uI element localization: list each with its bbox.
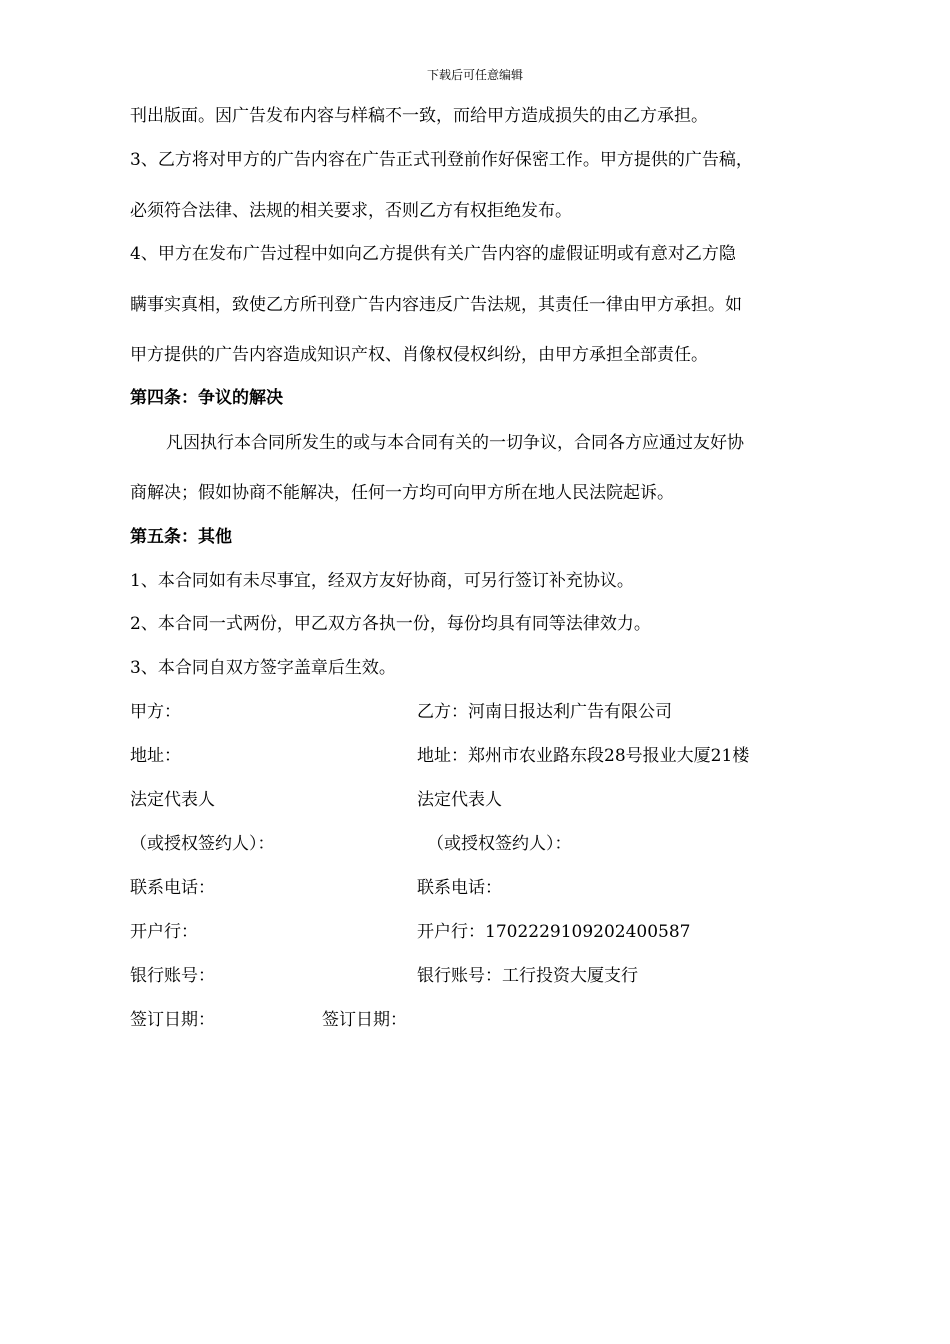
header-note: 下载后可任意编辑 [426, 68, 523, 82]
party-b-sign-date: 签订日期： [322, 1010, 407, 1030]
party-b-name: 乙方：河南日报达利广告有限公司 [417, 702, 672, 722]
article4-para-line-2: 商解决；假如协商不能解决，任何一方均可向甲方所在地人民法院起诉。 [130, 483, 674, 503]
party-a-account: 银行账号： [130, 966, 215, 986]
party-b-phone: 联系电话： [417, 878, 502, 898]
article4-title: 第四条：争议的解决 [130, 388, 283, 408]
clause-line-3: 必须符合法律、法规的相关要求，否则乙方有权拒绝发布。 [130, 201, 572, 221]
party-a-bank: 开户行： [130, 922, 198, 942]
party-a-rep: 法定代表人 [130, 790, 215, 810]
clause-line-2: 3、乙方将对甲方的广告内容在广告正式刊登前作好保密工作。甲方提供的广告稿， [130, 150, 753, 170]
party-b-bank: 开户行：1702229109202400587 [417, 922, 691, 942]
article4-para-line-1: 凡因执行本合同所发生的或与本合同有关的一切争议，合同各方应通过友好协 [166, 433, 744, 453]
clause-line-1: 刊出版面。因广告发布内容与样稿不一致，而给甲方造成损失的由乙方承担。 [130, 106, 708, 126]
party-a-sign-date: 签订日期： [130, 1010, 215, 1030]
party-a-name: 甲方： [130, 702, 181, 722]
party-b-rep: 法定代表人 [417, 790, 502, 810]
clause-line-5: 瞒事实真相，致使乙方所刊登广告内容违反广告法规，其责任一律由甲方承担。如 [130, 295, 742, 315]
party-b-account: 银行账号：工行投资大厦支行 [417, 966, 638, 986]
party-a-phone: 联系电话： [130, 878, 215, 898]
clause-line-6: 甲方提供的广告内容造成知识产权、肖像权侵权纠纷，由甲方承担全部责任。 [130, 345, 708, 365]
clause-line-4: 4、甲方在发布广告过程中如向乙方提供有关广告内容的虚假证明或有意对乙方隐 [130, 244, 736, 264]
article5-item-1: 1、本合同如有未尽事宜，经双方友好协商，可另行签订补充协议。 [130, 571, 634, 591]
party-a-authorized-signer: （或授权签约人）： [130, 834, 275, 854]
article5-title: 第五条：其他 [130, 527, 232, 547]
party-b-authorized-signer: （或授权签约人）： [427, 834, 572, 854]
article5-item-2: 2、本合同一式两份，甲乙双方各执一份，每份均具有同等法律效力。 [130, 614, 651, 634]
article5-item-3: 3、本合同自双方签字盖章后生效。 [130, 658, 396, 678]
party-a-address: 地址： [130, 746, 181, 766]
party-b-address: 地址：郑州市农业路东段28号报业大厦21楼 [417, 746, 750, 766]
